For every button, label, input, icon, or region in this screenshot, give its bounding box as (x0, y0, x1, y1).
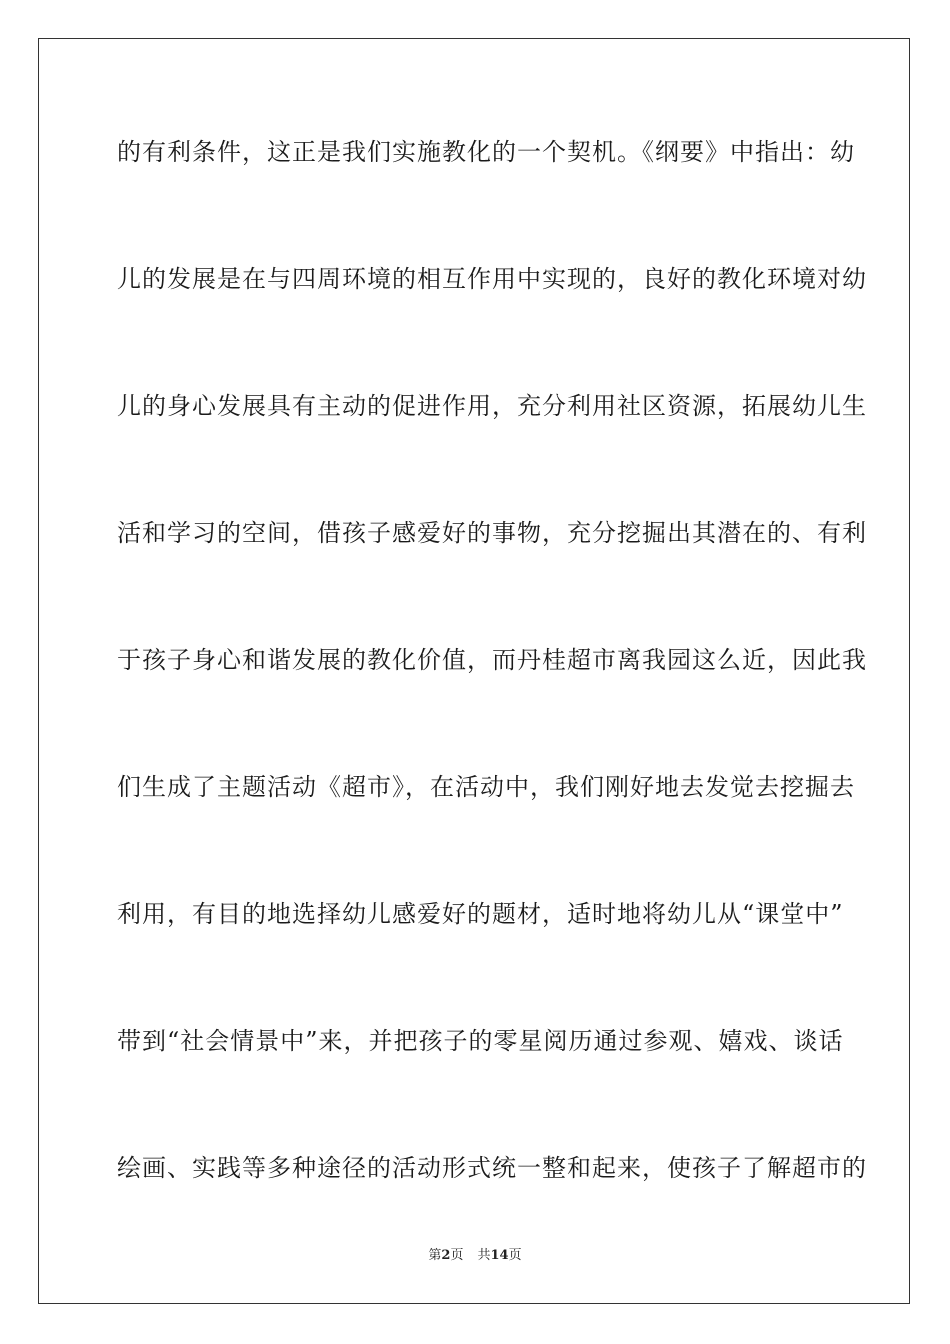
text-line-7: 利用，有目的地选择幼儿感爱好的题材，适时地将幼儿从“课堂中” (117, 900, 844, 928)
total-suffix: 页 (508, 1248, 522, 1263)
text-line-8: 带到“社会情景中”来，并把孩子的零星阅历通过参观、嬉戏、谈话 (117, 1027, 844, 1055)
page-footer (0, 1244, 950, 1263)
text-line-5: 于孩子身心和谐发展的教化价值，而丹桂超市离我园这么近，因此我 (117, 646, 867, 674)
text-line-1: 的有利条件，这正是我们实施教化的一个契机。《纲要》中指出：幼 (117, 138, 855, 166)
page-number: 2 (441, 1248, 451, 1263)
text-line-3: 儿的身心发展具有主动的促进作用，充分利用社区资源，拓展幼儿生 (117, 392, 867, 420)
total-pages: 14 (490, 1248, 509, 1263)
document-body (117, 123, 867, 1266)
text-line-9: 绘画、实践等多种途径的活动形式统一整和起来，使孩子了解超市的 (117, 1154, 867, 1182)
text-line-4: 活和学习的空间，借孩子感爱好的事物，充分挖掘出其潜在的、有利 (117, 519, 867, 547)
text-line-2: 儿的发展是在与四周环境的相互作用中实现的，良好的教化环境对幼 (117, 265, 867, 293)
page-suffix: 页 (450, 1248, 464, 1263)
total-prefix: 共 (477, 1248, 491, 1263)
page-prefix: 第 (428, 1248, 442, 1263)
text-line-6: 们生成了主题活动《超市》，在活动中，我们刚好地去发觉去挖掘去 (117, 773, 855, 801)
